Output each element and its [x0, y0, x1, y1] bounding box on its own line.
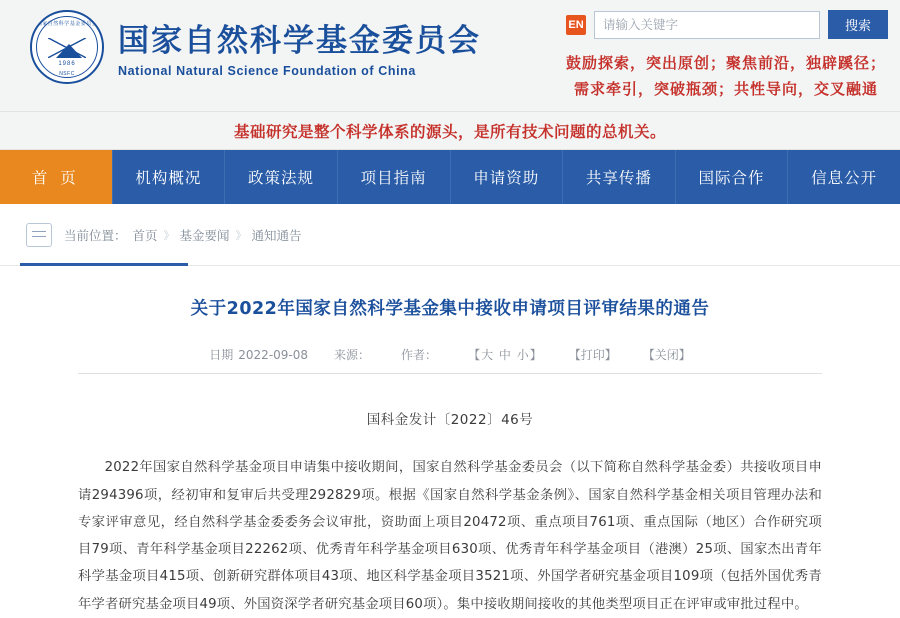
- breadcrumb-item-news[interactable]: 基金要闻: [179, 227, 230, 243]
- article-body: [0, 266, 900, 618]
- document-number: 国科金发计〔2022〕46号: [366, 412, 534, 429]
- site-header: [0, 0, 900, 112]
- font-size-selector[interactable]: 【大 中 小】: [468, 348, 543, 363]
- meta-date-value: 2022-09-08: [238, 347, 309, 362]
- search-input[interactable]: [594, 11, 820, 39]
- breadcrumb-underline: [20, 263, 188, 266]
- nsfc-seal-logo-icon: [30, 10, 104, 84]
- breadcrumb-item-announcements[interactable]: 通知通告: [251, 227, 302, 243]
- breadcrumb: [64, 226, 302, 244]
- meta-date-label: 日期: [209, 348, 234, 363]
- banner-text: 基础研究是整个科学体系的源头，是所有技术问题的总机关。: [233, 122, 666, 141]
- logo-area: [0, 0, 481, 84]
- seal-arc-bottom-text: NSFC: [59, 71, 75, 77]
- seal-arc-top-text: 国家自然科学基金委员会: [36, 21, 98, 27]
- slogan-line-1: 鼓励探索，突出原创；聚焦前沿，独辟蹊径；: [565, 54, 886, 72]
- meta-author-label: 作者：: [401, 348, 438, 363]
- document-icon: [26, 223, 52, 247]
- search-button[interactable]: 搜索: [828, 10, 888, 39]
- org-name-en: National Natural Science Foundation of China: [118, 64, 416, 79]
- header-slogan: [566, 50, 886, 103]
- nav-item-information-disclosure[interactable]: 信息公开: [811, 169, 878, 187]
- nav-item-program-guide[interactable]: 项目指南: [338, 150, 451, 204]
- breadcrumb-separator-1: 》: [163, 228, 174, 242]
- search-area: [566, 10, 888, 39]
- nav-item-share-dissemination[interactable]: 共享传播: [563, 150, 676, 204]
- slogan-line-2: 需求牵引，突破瓶颈；共性导向，交叉融通: [573, 80, 878, 99]
- page-title: 关于2022年国家自然科学基金集中接收申请项目评审结果的通告: [190, 299, 710, 319]
- meta-source: [334, 346, 375, 363]
- article-meta: [78, 346, 822, 374]
- breadcrumb-separator-2: 》: [235, 228, 246, 242]
- nav-item-policy[interactable]: 政策法规: [225, 150, 338, 204]
- seal-year-text: 1986: [58, 61, 76, 67]
- meta-source-label: 来源：: [334, 348, 371, 363]
- org-name-cn: 国家自然科学基金委员会: [118, 22, 481, 59]
- breadcrumb-bar: [0, 204, 900, 266]
- site-titles: [118, 16, 481, 79]
- banner-strip: [0, 112, 900, 150]
- meta-author: [401, 346, 442, 363]
- nav-item-apply-funding[interactable]: 申请资助: [451, 150, 564, 204]
- nav-item-international-cooperation[interactable]: 国际合作: [676, 150, 789, 204]
- breadcrumb-item-home[interactable]: 首页: [132, 227, 158, 243]
- nav-item-home[interactable]: 首 页: [0, 150, 113, 204]
- breadcrumb-prefix: 当前位置：: [64, 227, 127, 243]
- language-switch-button[interactable]: EN: [566, 15, 586, 35]
- nav-item-about[interactable]: 机构概况: [113, 150, 226, 204]
- close-button[interactable]: 【关闭】: [642, 348, 691, 363]
- article-paragraph: 2022年国家自然科学基金项目申请集中接收期间，国家自然科学基金委员会（以下简称自然科学基金委）共接收项目申请294396项，经初审和复审后共受理292829项。根据《国家自然科学基金条例》、国家自然科学基金相关项目管理办法和专家评审意见，经自然科学基金委委务会议审批，资助面上项目20472项、重点项目761项、重点国际（地区）合作研究项目79项、青年科学基金项目22262项、优秀青年科学基金项目630项、优秀青年科学基金项目（港澳）25项、国家杰出青年科学基金项目415项、创新研究群体项目43项、地区科学基金项目3521项、外国学者研究基金项目109项（包括外国优秀青年学者研究基金项目49项、外国资深学者研究基金项目60项）。集中接收期间接收的其他类型项目正在评审或审批过程中。: [78, 460, 822, 612]
- meta-date: [209, 346, 308, 363]
- main-navigation: [0, 150, 900, 204]
- print-button[interactable]: 【打印】: [568, 348, 617, 363]
